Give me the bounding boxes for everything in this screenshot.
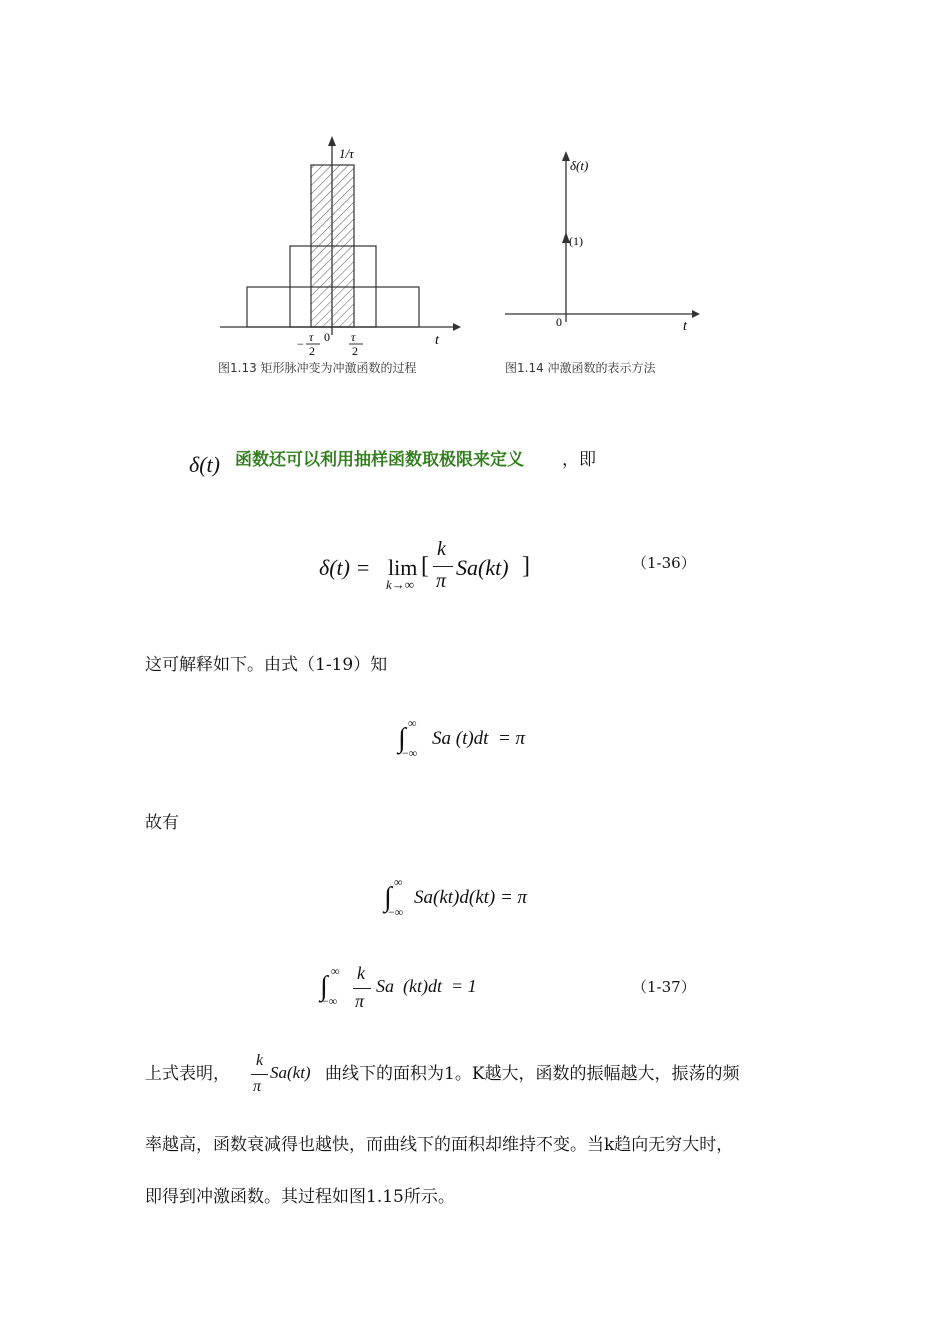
figure-rect-pulse <box>205 130 465 380</box>
x-axis-arrow <box>692 310 700 318</box>
para-sa: Sa(kt) <box>270 1063 311 1082</box>
y-axis-arrow <box>328 136 336 146</box>
eq37-frac-num: k <box>357 963 365 983</box>
eq36-lim: lim <box>388 555 418 580</box>
integral-sign: ∫ <box>320 971 328 1002</box>
eq36-number: （1-36） <box>632 554 696 572</box>
intro-tail: ，即 <box>562 450 596 470</box>
x-axis-label: t <box>683 319 687 334</box>
impulse-strength: (1) <box>569 234 583 248</box>
para-frac-den: π <box>253 1078 262 1095</box>
integral-sign: ∫ <box>384 882 392 913</box>
eq37-body: Sa (kt)dt = 1 <box>376 976 477 996</box>
para-therefore: 故有 <box>145 813 179 833</box>
eq36-frac-num: k <box>437 538 446 560</box>
integral-upper: ∞ <box>394 875 403 889</box>
eq36-rest: Sa(kt) <box>456 555 509 580</box>
origin-label: 0 <box>556 315 562 329</box>
figure-1-13-caption: 图1.13 矩形脉冲变为冲激函数的过程 <box>218 361 417 375</box>
para-area-b: 曲线下的面积为1。K越大，函数的振幅越大，振荡的频 <box>325 1064 740 1084</box>
eq36-bracket-close: ] <box>522 553 530 579</box>
x-axis-label: t <box>435 333 439 348</box>
y-axis-label: δ(t) <box>570 158 589 173</box>
para-frequency: 率越高，函数衰减得也越快，而曲线下的面积却维持不变。当k趋向无穷大时， <box>145 1135 734 1155</box>
y-axis-arrow <box>562 151 570 161</box>
tick-neg-den: 2 <box>309 344 315 358</box>
eq36-frac-den: π <box>436 570 447 592</box>
para-frac-num: k <box>256 1052 264 1069</box>
integral-upper: ∞ <box>408 716 417 730</box>
tick-zero: 0 <box>324 330 330 344</box>
eq-sa-body: Sa (t)dt = π <box>432 728 526 749</box>
eq37-frac-den: π <box>355 991 365 1011</box>
eq37-number: （1-37） <box>632 978 696 996</box>
figure-impulse <box>500 145 710 345</box>
integral-upper: ∞ <box>331 964 340 978</box>
delta-symbol: δ(t) <box>189 452 220 477</box>
para-area-a: 上式表明， <box>145 1064 230 1084</box>
eq36-lim-sub: k→∞ <box>386 577 415 592</box>
y-axis-label: 1/τ <box>339 146 354 161</box>
para-frac-bar <box>251 1074 268 1075</box>
intro-highlight: 函数还可以利用抽样函数取极限来定义 <box>235 450 524 470</box>
eq36-frac-bar <box>433 566 453 567</box>
eq36-lhs: δ(t) = <box>319 555 376 580</box>
x-axis-arrow <box>453 323 461 331</box>
tick-pos-num: τ <box>351 330 356 344</box>
figure-1-14-caption: 图1.14 冲激函数的表示方法 <box>505 361 656 375</box>
eq37-frac-bar <box>353 988 371 989</box>
integral-lower: −∞ <box>388 905 404 919</box>
eq-sakt-body: Sa(kt)d(kt) = π <box>414 887 528 908</box>
integral-lower: −∞ <box>402 746 418 760</box>
tick-pos-den: 2 <box>352 344 358 358</box>
eq36-bracket-open: [ <box>421 553 429 579</box>
tick-neg-sign: − <box>297 337 304 351</box>
integral-sign: ∫ <box>398 723 406 754</box>
tick-neg-num: τ <box>309 330 314 344</box>
para-explain: 这可解释如下。由式（1-19）知 <box>145 655 388 675</box>
integral-lower: −∞ <box>322 994 338 1008</box>
para-conclusion: 即得到冲激函数。其过程如图1.15所示。 <box>145 1187 455 1207</box>
